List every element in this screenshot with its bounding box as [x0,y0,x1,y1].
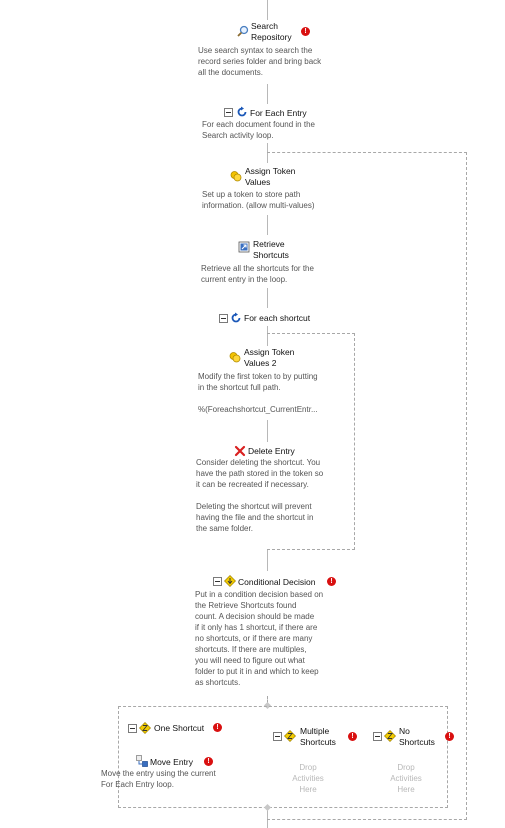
branch-top [118,706,448,707]
activity-for-each-entry[interactable] [200,104,350,144]
activity-description: Retrieve all the shortcuts for the current entry in the loop. [201,264,314,284]
activity-title: For each shortcut [244,313,311,323]
outer-loop-bottom [267,819,467,820]
collapse-toggle[interactable] [273,732,282,741]
activity-retrieve-shortcuts[interactable] [200,235,350,289]
activity-assign-token-values-2[interactable] [196,346,351,420]
activity-title: Assign Token Values 2 [244,347,295,368]
activity-assign-token-values[interactable] [200,163,350,215]
activity-description: For each document found in the Search activity loop. [202,120,315,140]
error-icon: ! [327,577,336,586]
connector-foreach-assign [267,143,268,163]
activity-move-entry[interactable] [100,754,250,794]
activity-title: Multiple Shortcuts [300,726,336,747]
loop-icon [230,312,242,324]
outer-loop-right [466,152,467,820]
branch-merge-diamond [264,804,271,811]
delete-x-icon [234,445,246,457]
activity-search-repository[interactable] [195,18,345,84]
activity-conditional-decision[interactable] [193,571,353,696]
branch-icon [284,730,296,742]
move-entry-icon [136,755,148,767]
error-icon: ! [204,757,213,766]
collapse-toggle[interactable] [213,577,222,586]
branch-right [447,706,448,808]
activity-description: Set up a token to store path information. (allow multi-values) [202,190,315,210]
activity-title: One Shortcut [154,723,205,733]
token-icon [229,351,241,363]
outer-loop-top [267,152,467,153]
inner-loop-bottom [267,549,355,550]
decision-icon [224,575,236,587]
activity-title: For Each Entry [250,108,307,118]
activity-title: Conditional Decision [238,577,316,587]
connector-retrieve-foreach2 [267,288,268,308]
collapse-toggle[interactable] [373,732,382,741]
collapse-toggle[interactable] [128,724,137,733]
connector-top [267,0,268,20]
collapse-toggle[interactable] [224,108,233,117]
drop-zone-multiple[interactable]: Drop Activities Here [292,763,324,794]
activity-for-each-shortcut[interactable] [215,308,345,326]
inner-loop-right [354,333,355,550]
connector-delete-conditional [267,549,268,571]
activity-title: Delete Entry [248,446,295,456]
connector-foreach2-assign2 [267,326,268,346]
error-icon: ! [348,732,357,741]
loop-icon [236,106,248,118]
activity-description: Use search syntax to search the record series folder and bring back all the documents. [198,46,322,77]
magnifier-icon [237,25,249,37]
activity-description: Put in a condition decision based on the Retrieve Shortcuts found count. A decision should be made if it only has 1 shortcut, if there are no shortcuts, or if there are many shortcuts. If there are multiples, you will need to figure out what folder to put it in and which to keep as shortcuts. [195,590,324,687]
activity-title: No Shortcuts [399,726,435,747]
drop-zone-no-shortcuts[interactable]: Drop Activities Here [390,763,422,794]
branch-icon [384,730,396,742]
activity-description: Modify the first token to by putting in the shortcut full path. %(Foreachshortcut_CurrentEntr... [198,372,318,414]
activity-delete-entry[interactable] [194,442,354,542]
collapse-toggle[interactable] [219,314,228,323]
error-icon: ! [445,732,454,741]
error-icon: ! [301,27,310,36]
activity-title: Retrieve Shortcuts [253,239,289,260]
branch-one-shortcut[interactable] [125,720,235,736]
connector-search-foreach [267,84,268,104]
inner-loop-top [267,333,355,334]
connector-assign-retrieve [267,215,268,235]
activity-title: Assign Token Values [245,166,296,187]
activity-title: Move Entry [150,757,193,767]
shortcut-icon [238,241,250,253]
branch-bottom [118,807,448,808]
error-icon: ! [213,723,222,732]
branch-multiple-shortcuts[interactable] [270,724,360,750]
branch-icon [139,722,151,734]
branch-no-shortcuts[interactable] [370,724,460,750]
activity-description: Move the entry using the current For Each Entry loop. [101,769,216,789]
activity-description: Consider deleting the shortcut. You have the path stored in the token so it can be recreated if necessary. Deleting the shortcut will prevent having the file and the shortcut in the same folder. [196,458,324,533]
token-icon [230,170,242,182]
activity-title: Search Repository [251,21,292,42]
connector-assign2-delete [267,420,268,442]
